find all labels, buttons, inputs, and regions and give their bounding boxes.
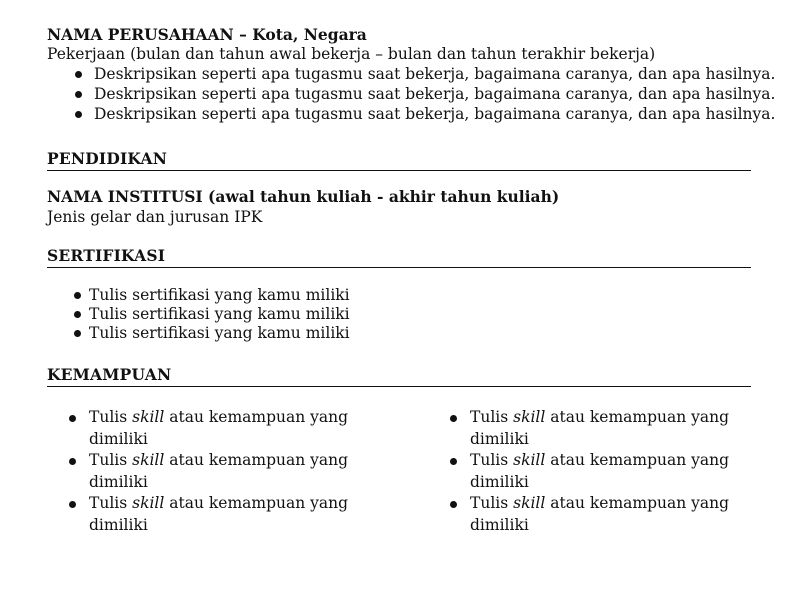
skill-item: [470, 493, 751, 536]
skill-suffix: atau kemampuan yang dimiliki: [89, 494, 349, 534]
skill-emphasis: skill: [513, 451, 546, 469]
skill-suffix: atau kemampuan yang dimiliki: [89, 408, 349, 448]
degree-info: Jenis gelar dan jurusan IPK: [47, 208, 263, 226]
skill-emphasis: skill: [132, 451, 165, 469]
list-item: Tulis sertifikasi yang kamu miliki: [47, 305, 751, 324]
skill-emphasis: skill: [132, 408, 165, 426]
job-description-list: [47, 64, 776, 124]
list-item: Deskripsikan seperti apa tugasmu saat bekerja, bagaimana caranya, dan apa hasilnya.: [47, 104, 751, 124]
skill-prefix: Tulis: [89, 408, 133, 426]
education-heading: PENDIDIKAN: [47, 149, 751, 171]
skill-suffix: atau kemampuan yang dimiliki: [470, 408, 730, 448]
company-name: NAMA PERUSAHAAN – Kota, Negara: [47, 25, 367, 44]
institution-name: NAMA INSTITUSI (awal tahun kuliah - akhir tahun kuliah): [47, 187, 560, 206]
skill-prefix: Tulis: [470, 408, 514, 426]
skill-prefix: Tulis: [89, 494, 133, 512]
skill-emphasis: skill: [132, 494, 165, 512]
list-item: Deskripsikan seperti apa tugasmu saat bekerja, bagaimana caranya, dan apa hasilnya.: [47, 84, 751, 104]
certification-heading: SERTIFIKASI: [47, 246, 751, 268]
skill-item: [470, 407, 751, 450]
skill-item: [89, 493, 370, 536]
skill-item: [89, 407, 370, 450]
skill-prefix: Tulis: [470, 451, 514, 469]
skill-prefix: Tulis: [89, 451, 133, 469]
skills-columns: [47, 407, 751, 536]
job-title: Pekerjaan (bulan dan tahun awal bekerja – bulan dan tahun terakhir bekerja): [47, 45, 656, 63]
list-item: Tulis sertifikasi yang kamu miliki: [47, 324, 751, 343]
skill-emphasis: skill: [513, 494, 546, 512]
skill-prefix: Tulis: [470, 494, 514, 512]
skill-item: [470, 450, 751, 493]
skill-emphasis: skill: [513, 408, 546, 426]
skills-list-left: [89, 407, 370, 536]
skill-suffix: atau kemampuan yang dimiliki: [470, 494, 730, 534]
list-item: Tulis sertifikasi yang kamu miliki: [47, 286, 751, 305]
resume-page: [47, 25, 776, 536]
skill-suffix: atau kemampuan yang dimiliki: [470, 451, 730, 491]
certification-list: [47, 286, 751, 343]
skills-list-right: [470, 407, 751, 536]
list-item: Deskripsikan seperti apa tugasmu saat bekerja, bagaimana caranya, dan apa hasilnya.: [47, 64, 751, 84]
skill-suffix: atau kemampuan yang dimiliki: [89, 451, 349, 491]
skills-heading: KEMAMPUAN: [47, 365, 751, 387]
skill-item: [89, 450, 370, 493]
